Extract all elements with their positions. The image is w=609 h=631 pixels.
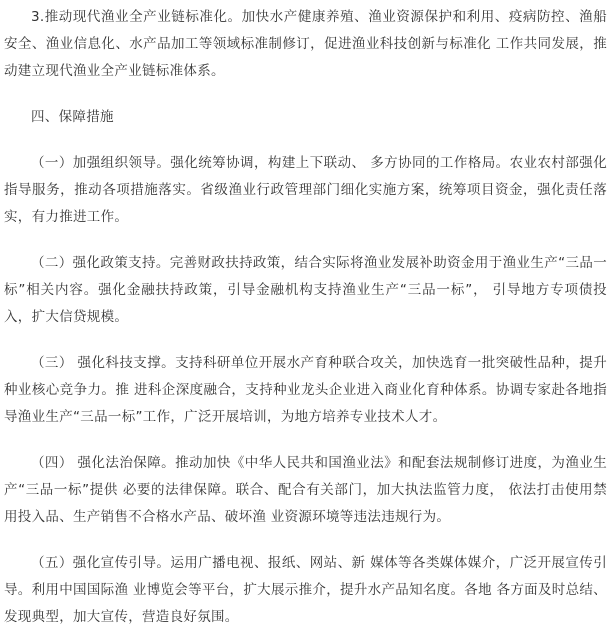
paragraph-publicity-guidance: （五）强化宣传引导。运用广播电视、报纸、网站、新 媒体等各类媒体媒介，广泛开展宣传引导。利用中国国际渔 业博览会等平台，扩大展示推介，提升水产品知名度。各地 各方面及时总结、发现典型，加大宣传，营造良好氛围。 [4, 555, 607, 625]
paragraph-policy-support: （二）强化政策支持。完善财政扶持政策，结合实际将渔业发展补助资金用于渔业生产“三品一标”相关内容。强化金融扶持政策，引导金融机构支持渔业生产“三品一标”， 引导地方专项债投入，扩大信贷规模。 [4, 255, 607, 325]
paragraph-standardization: 3.推动现代渔业全产业链标准化。加快水产健康养殖、渔业资源保护和利用、疫病防控、渔船安全、渔业信息化、水产品加工等领域标准制修订，促进渔业科技创新与标准化 工作共同发展，推动建立现代渔业全产业链标准体系。 [4, 9, 607, 79]
paragraph-legal-guarantee: （四） 强化法治保障。推动加快《中华人民共和国渔业法》和配套法规制修订进度，为渔业生产“三品一标”提供 必要的法律保障。联合、配合有关部门，加大执法监管力度， 依法打击使用禁用投入品、生产销售不合格水产品、破坏渔 业资源环境等违法违规行为。 [4, 455, 607, 525]
paragraph-technology-support: （三） 强化科技支撑。支持科研单位开展水产育种联合攻关，加快选育一批突破性品种，提升种业核心竞争力。推 进科企深度融合，支持种业龙头企业进入商业化育种体系。协调专家赴各地指导渔业生产“三品一标”工作，广泛开展培训，为地方培养专业技术人才。 [4, 355, 607, 425]
paragraph-organization-leadership: （一）加强组织领导。强化统筹协调，构建上下联动、 多方协同的工作格局。农业农村部强化指导服务，推动各项措施落实。省级渔业行政管理部门细化实施方案，统筹项目资金，强化责任落实，有力推进工作。 [4, 155, 607, 225]
section-heading-safeguards: 四、保障措施 [31, 109, 114, 125]
